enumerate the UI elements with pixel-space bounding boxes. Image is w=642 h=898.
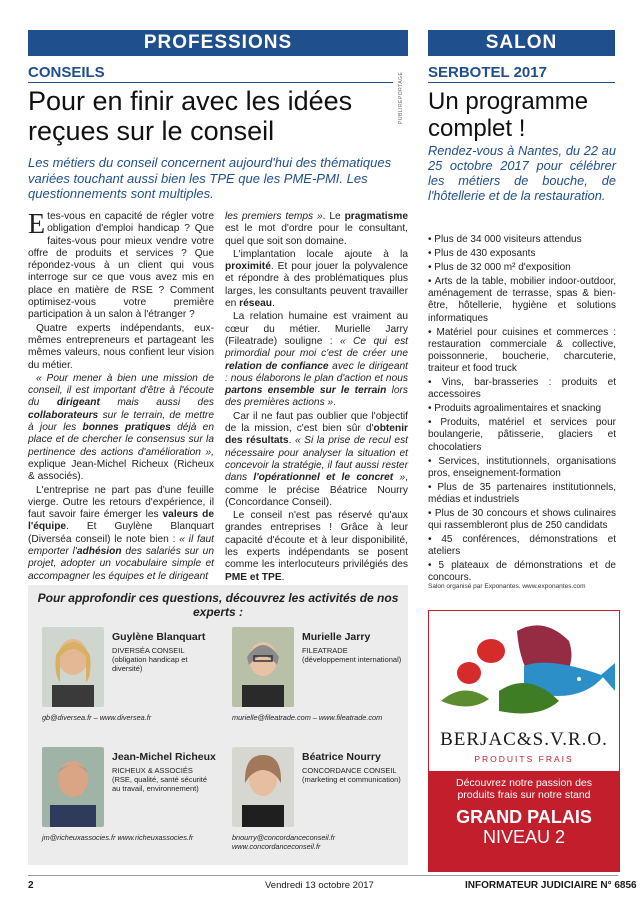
article-column-1: Etes-vous en capacité de régler votre obligation d'emploi handicap ? Que faites-vous pour mieux vendre votre offre de produits et services ? Que répondez-vous à un client qui vous interroge sur ce que vous avez mis en place en matière de RSE ? Comment optimisez-vous votre première participation à un salon à l'étranger ? Quatre experts indépendants, eux-mêmes entrepreneurs et partageant les mêmes valeurs, nous confient leur vision du métier. « Pour mener à bien une mission de conseil, il est important d'être à l'écoute du dirigeant mais aussi des collaborateurs sur le terrain, de mettre à jour les bonnes pratiques déjà en place et de chercher le consensus sur la pertinence des actions d'amélioration », explique Jean-Michel Richeux (Richeux & associés). L'entreprise ne part pas d'une feuille vierge. Outre les retours d'expérience, il faut savoir faire émerger les valeurs de l'équipe. Et Guylène Blanquart (Diverséa conseil) le note bien : « il faut emporter l'adhésion des salariés sur un projet, adopter un vocabulaire simple et accompagner les équipes et le dirigeant <box>28 209 214 582</box>
ad-hall: GRAND PALAIS <box>456 807 592 827</box>
salon-bullet-list <box>428 234 616 587</box>
expert-contact[interactable]: gb@diversea.fr – www.diversea.fr <box>42 713 152 722</box>
salon-kicker: SERBOTEL 2017 <box>428 64 547 81</box>
publication-name: INFORMATEUR JUDICIAIRE N° 6856 <box>465 880 637 891</box>
list-item: • Plus de 35 partenaires institutionnels, médias et industriels <box>428 482 616 506</box>
list-item: • Services, institutionnels, organisations pros, enseignement-formation <box>428 456 616 480</box>
expert-org: RICHEUX & ASSOCIÉS (RSE, qualité, santé sécurité au travail, environnement) <box>112 766 208 793</box>
salon-kicker-underline <box>428 82 615 83</box>
expert-photo <box>232 627 294 707</box>
article-headline: Pour en finir avec les idées reçues sur le conseil <box>28 86 353 146</box>
section-band-professions: PROFESSIONS <box>28 30 408 56</box>
list-item: • 5 plateaux de démonstrations et de concours. <box>428 560 616 584</box>
list-item: • Produits, matériel et services pour boulangerie, pâtisserie, glaciers et chocolatiers <box>428 417 616 453</box>
list-item: • Vins, bar-brasseries : produits et accessoires <box>428 377 616 401</box>
list-item: • Arts de la table, mobilier indoor-outdoor, aménagement de terrasse, spas & bien-être, hôtellerie, hygiène et solutions informatiques <box>428 276 616 324</box>
berjac-logo: BERJAC&S.V.R.O. <box>440 729 608 750</box>
expert-name: Guylène Blanquart <box>112 631 206 643</box>
experts-box <box>28 585 408 865</box>
experts-title: Pour approfondir ces questions, découvrez les activités de nos experts : <box>37 591 399 619</box>
article-kicker: CONSEILS <box>28 64 105 81</box>
salon-organizer-note: Salon organisé par Exponantes. www.exponantes.com <box>428 583 586 590</box>
expert-name: Béatrice Nourry <box>302 751 381 763</box>
list-item: • 45 conférences, démonstrations et ateliers <box>428 534 616 558</box>
ad-level: NIVEAU 2 <box>482 827 566 847</box>
expert-org: FILEATRADE (développement international) <box>302 646 402 664</box>
expert-contact[interactable]: bnourry@concordanceconseil.fr www.concordanceconseil.fr <box>232 833 336 851</box>
publireportage-label: PUBLIREPORTAGE <box>398 71 404 124</box>
expert-contact[interactable]: jm@richeuxassocies.fr www.richeuxassocies.fr <box>42 833 194 842</box>
list-item: • Plus de 30 concours et shows culinaires qui rassembleront plus de 250 candidats <box>428 508 616 532</box>
ad-red-panel <box>429 771 619 871</box>
list-item: • Plus de 32 000 m² d'exposition <box>428 262 616 274</box>
issue-date: Vendredi 13 octobre 2017 <box>265 880 374 891</box>
list-item: • Matériel pour cuisines et commerces : restauration commerciale & collective, poissonnerie, boucherie, charcuterie, traiteur et food truck <box>428 327 616 375</box>
berjac-tagline: PRODUITS FRAIS <box>474 754 574 764</box>
expert-contact[interactable]: murielle@fileatrade.com – www.fileatrade.com <box>232 713 383 722</box>
ad-text: Découvrez notre passion des produits frais sur notre stand <box>456 777 592 801</box>
kicker-underline <box>28 82 393 83</box>
expert-name: Murielle Jarry <box>302 631 371 643</box>
expert-org: CONCORDANCE CONSEIL (marketing et communication) <box>302 766 401 784</box>
expert-name: Jean-Michel Richeux <box>112 751 216 763</box>
list-item: • Produits agroalimentaires et snacking <box>428 403 616 415</box>
list-item: • Plus de 430 exposants <box>428 248 616 260</box>
salon-title: Un programme complet ! <box>428 88 589 142</box>
expert-card <box>218 627 408 737</box>
expert-photo <box>232 747 294 827</box>
berjac-advertisement <box>428 610 620 872</box>
expert-photo <box>42 627 104 707</box>
expert-card <box>28 747 218 857</box>
produce-fish-illustration <box>429 611 619 726</box>
footer-divider <box>28 875 618 876</box>
list-item: • Plus de 34 000 visiteurs attendus <box>428 234 616 246</box>
article-column-2: les premiers temps ». Le pragmatisme est le mot d'ordre pour le consultant, quel que soit son domaine. L'implantation locale ajoute à la proximité. Et pour jouer la polyvalence et répondre à des problématiques plus larges, les consultants peuvent travailler en réseau. La relation humaine est vraiment au cœur du métier. Murielle Jarry (Fileatrade) souligne : « Ce qui est primordial pour moi c'est de créer une relation de confiance avec le dirigeant : nous élaborons le plan d'action et nous partons ensemble sur le terrain lors des premières actions ». Car il ne faut pas oublier que l'objectif de la mission, c'est bien sûr d'obtenir des résultats. « Si la prise de recul est nécessaire pour analyser la situation et concevoir la stratégie, il faut aussi rester dans l'opérationnel et le concret », comme le précise Béatrice Nourry (Concordance Conseil). Le conseil n'est pas réservé qu'aux grandes entreprises ! Grâce à leur capacité d'écoute et à leur disponibilité, les experts indépendants se posent comme les interlocuteurs privilégiés des PME et TPE. <box>225 211 409 583</box>
expert-photo <box>42 747 104 827</box>
salon-lead: Rendez-vous à Nantes, du 22 au 25 octobre 2017 pour célébrer les métiers de bouche, de l'hôtellerie et de la restauration. <box>428 143 616 203</box>
article-lead: Les métiers du conseil concernent aujourd'hui des thématiques variées touchant aussi bien les TPE que les PME-PMI. Les questionnements sont multiples. <box>28 155 392 201</box>
section-band-salon: SALON <box>428 30 615 56</box>
expert-org: DIVERSÉA CONSEIL (obligation handicap et diversité) <box>112 646 188 673</box>
expert-card <box>218 747 408 857</box>
page-number: 2 <box>28 880 34 891</box>
expert-card <box>28 627 218 737</box>
